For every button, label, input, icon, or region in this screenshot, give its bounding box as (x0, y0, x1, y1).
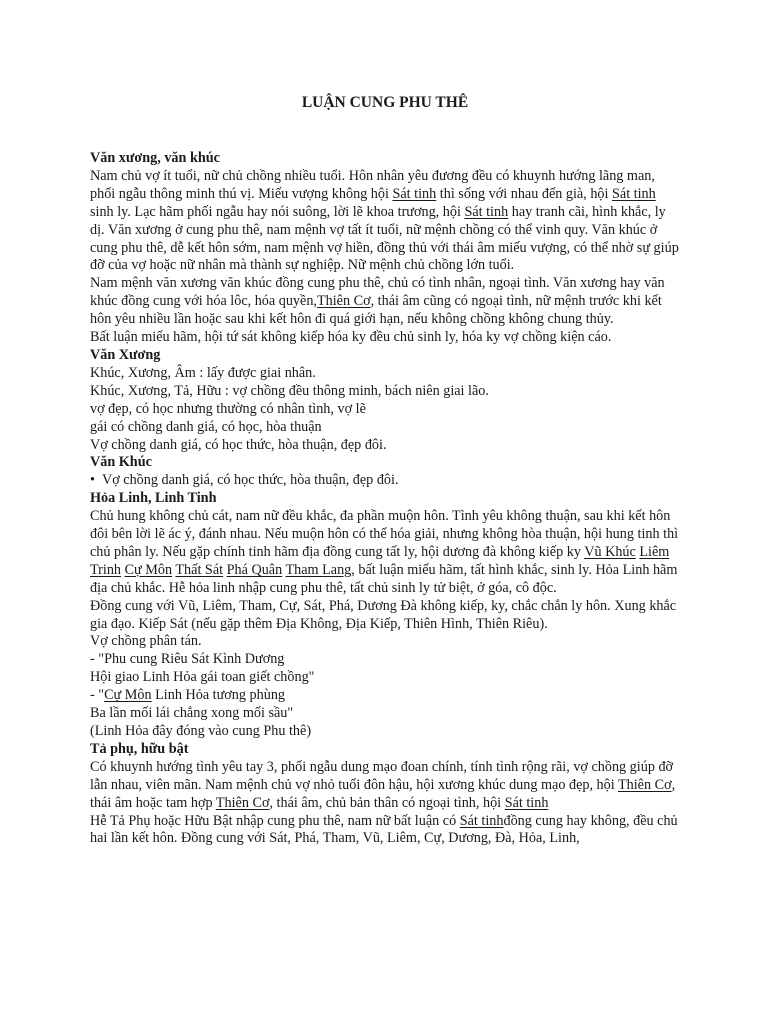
underlined-term: Sát tinh (392, 185, 437, 202)
paragraph: Bất luận miếu hãm, hội tứ sát không kiếp hóa ky đều chủ sinh ly, hóa ky vợ chồng kiện cáo. (90, 329, 612, 346)
paragraph: Có khuynh hướng tình yêu tay 3, phối ngẫu dung mạo đoan chính, tính tình rộng rãi, vợ chồng giúp đỡ lẫn nhau, viên mãn. Nam mệnh chủ vợ nhỏ tuổi đôn hậu, hội xương khúc dung mạo đẹp, hội Thiên Cơ, thái âm hoặc tam hợp Thiên Cơ, thái âm, chủ bản thân có ngoại tình, hội Sát tinh (90, 758, 676, 811)
underlined-term: Thiên Cơ (617, 776, 672, 793)
section-heading: Văn Xương (90, 346, 161, 363)
underlined-term: Thiên Cơ (215, 794, 270, 811)
underlined-term: Cự Môn (124, 561, 173, 578)
bullet-item (90, 472, 680, 490)
section-heading: Văn Khúc (90, 454, 152, 471)
bullet-icon: • (90, 472, 95, 489)
text-line: Khúc, Xương, Âm : lấy được giai nhân. (90, 364, 316, 381)
underlined-term: Vũ Khúc (584, 543, 636, 560)
section-heading: Hỏa Linh, Linh Tinh (90, 490, 217, 507)
underlined-term: Sát tinh (464, 203, 509, 220)
paragraph: Đồng cung với Vũ, Liêm, Tham, Cự, Sát, Phá, Dương Đà không kiếp, ky, chắc chắn ly hôn. Xung khắc gia đạo. Kiếp Sát (nếu gặp thêm Địa Không, Địa Kiếp, Thiên Hình, Thiên Riêu). (90, 597, 677, 632)
paragraph: - "Cự Môn Linh Hỏa tương phùng (90, 687, 286, 704)
underlined-term: Sát tinh (504, 794, 549, 811)
paragraph: Nam chủ vợ ít tuổi, nữ chủ chồng nhiều tuổi. Hôn nhân yêu đương đều có khuynh hướng lãng man, phối ngẫu thông minh thú vị. Miếu vượng không hội Sát tinh thì sống với nhau đến già, hội Sát tinh sinh ly. Lạc hãm phối ngẫu hay nói suông, lời lẽ khoa trương, hội Sát tinh hay tranh cãi, hình khắc, ly dị. Văn xương ở cung phu thê, nam mệnh vợ tất ít tuổi, nữ mệnh chồng có thể vinh quy. Văn khúc ở cung phu thê, dễ kết hôn sớm, nam mệnh vợ hiền, đồng thủ với thái âm miếu vượng, có thể nhờ sự giúp đỡ của vợ hoặc nữ nhân mà thành sự nghiệp. Nữ mệnh chủ chồng lớn tuổi. (90, 167, 679, 274)
underlined-term: Sát tinh (612, 185, 656, 202)
underlined-term: Cự Môn (104, 687, 152, 704)
text-line: Vợ chồng phân tán. (90, 633, 202, 650)
text-line: Khúc, Xương, Tả, Hữu : vợ chồng đều thông minh, bách niên giai lão. (90, 382, 489, 399)
section-heading: Tả phụ, hữu bật (90, 740, 189, 757)
document-body (90, 150, 680, 848)
bullet-text: Vợ chồng danh giá, có học thức, hòa thuận, đẹp đôi. (102, 472, 399, 489)
text-line: Ba lần mối lái chẳng xong mối sầu" (90, 705, 294, 722)
underlined-term: Phá Quân (226, 561, 283, 578)
paragraph: Hễ Tả Phụ hoặc Hữu Bật nhập cung phu thê, nam nữ bất luận có Sát tinhđồng cung hay không, đều chủ hai lần kết hôn. Đồng cung với Sát, Phá, Tham, Vũ, Liêm, Cự, Dương, Đà, Hỏa, Linh, (90, 812, 678, 847)
underlined-term: Tham Lang (285, 561, 352, 578)
underlined-term: Liêm Trinh (90, 543, 670, 578)
document-title: LUẬN CUNG PHU THÊ (301, 94, 469, 111)
section-heading: Văn xương, văn khúc (90, 150, 220, 166)
underlined-term: Sát tinh (459, 812, 504, 829)
underlined-term: Thất Sát (175, 561, 224, 578)
text-line: gái có chồng danh giá, có học, hòa thuận (90, 418, 322, 435)
text-line: Vợ chồng danh giá, có học thức, hòa thuận, đẹp đôi. (90, 436, 387, 453)
text-line: - "Phu cung Riêu Sát Kình Dương (90, 651, 285, 668)
text-line: Hội giao Linh Hỏa gái toan giết chồng" (90, 669, 315, 686)
document-page (90, 93, 680, 848)
underlined-term: Thiên Cơ (316, 293, 371, 310)
paragraph: Chủ hung không chủ cát, nam nữ đều khắc, đa phần muộn hôn. Tình yêu không thuận, sau khi kết hôn đôi bên lời lẽ ác ý, đánh nhau. Nếu muộn hôn có thể hóa giải, nhưng không hòa thuận, hội hung tinh thì chủ phân ly. Nếu gặp chính tinh hãm địa đồng cung tất ly, hội dương đà không kiếp ky Vũ Khúc Liêm Trinh Cự Môn Thất Sát Phá Quân Tham Lang, bất luận miếu hãm, tất hình khắc, sinh ly. Hỏa Linh hãm địa chủ khắc. Hễ hỏa linh nhập cung phu thê, tất chủ sinh ly tử biệt, ở góa, cô độc. (90, 508, 679, 596)
text-line: vợ đẹp, có học nhưng thường có nhân tình, vợ lẽ (90, 400, 366, 417)
text-line: (Linh Hỏa đây đóng vào cung Phu thê) (90, 723, 312, 739)
paragraph: Nam mệnh văn xương văn khúc đồng cung phu thê, chủ có tình nhân, ngoại tình. Văn xương hay văn khúc đồng cung với hóa lôc, hóa quyền,Thiên Cơ, thái âm cũng có ngoại tình, nữ mệnh trước khi kết hôn yêu nhiều lần hoặc sau khi kết hôn đi quá giới hạn, nếu không chồng không chung thủy. (90, 275, 665, 328)
